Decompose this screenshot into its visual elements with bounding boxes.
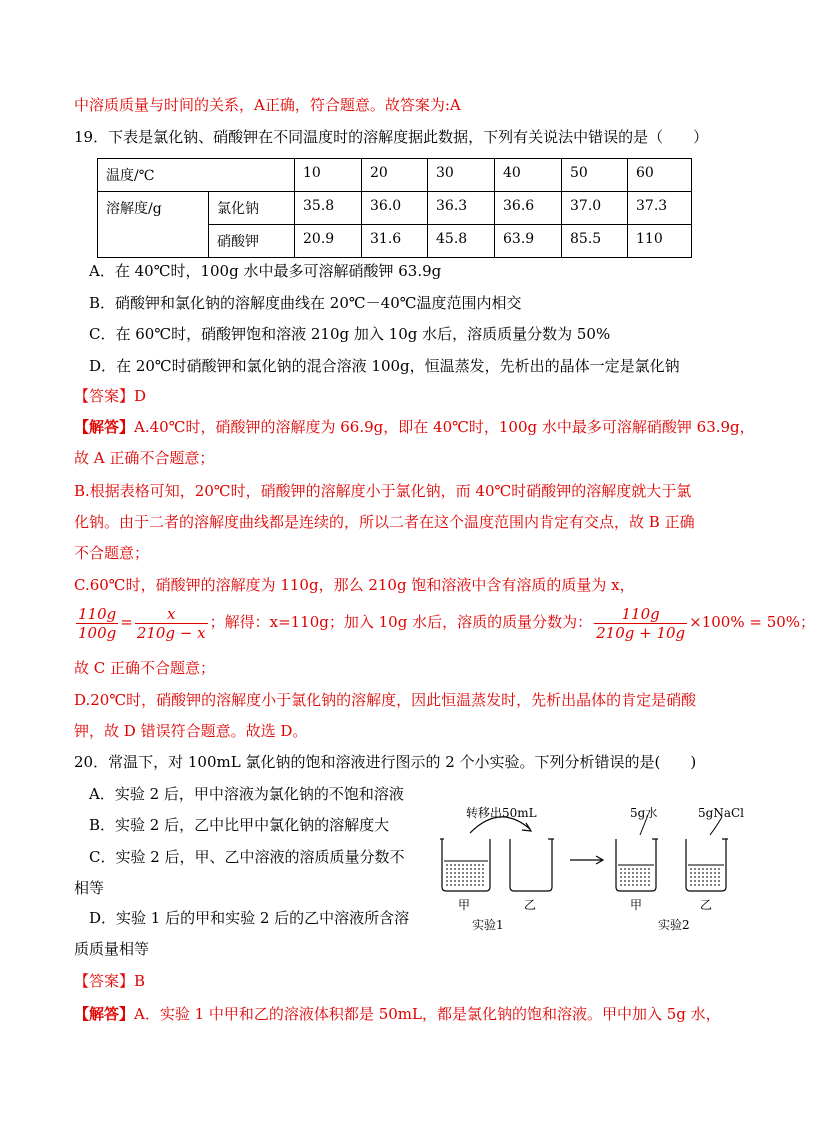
beaker-label-jia: 甲: [458, 898, 471, 912]
equation-line: [74, 603, 815, 642]
table-row-header: [98, 159, 692, 192]
table-cell: 37.0: [562, 192, 628, 225]
table-header-cell: 40: [495, 159, 562, 192]
explanation-line: 不合题意；: [74, 544, 150, 562]
table-row: [98, 192, 692, 225]
fraction-numerator: x: [135, 605, 208, 624]
fraction: [594, 605, 687, 642]
explanation-tag: 【解答】: [74, 1005, 135, 1023]
option-d: D．在 20℃时硝酸钾和氯化钠的混合溶液 100g，恒温蒸发，先析出的晶体一定是氯化钠: [89, 357, 680, 375]
option-c-20: C．实验 2 后，甲、乙中溶液的溶质质量分数不: [89, 848, 405, 866]
equals-sign: =: [120, 613, 133, 631]
prev-answer-line: 中溶质质量与时间的关系，A正确，符合题意。故答案为:A: [74, 96, 461, 114]
option-a-20: A．实验 2 后，甲中溶液为氯化钠的不饱和溶液: [89, 785, 404, 803]
fraction: [76, 605, 118, 642]
option-c: C．在 60℃时，硝酸钾饱和溶液 210g 加入 10g 水后，溶质质量分数为 50%: [89, 325, 611, 343]
table-cell: 45.8: [428, 225, 495, 258]
beaker-jia-2: [616, 839, 658, 891]
water-label: 5g水: [630, 806, 658, 820]
beaker-label-yi: 乙: [524, 898, 537, 912]
table-cell: 110: [628, 225, 692, 258]
table-header-cell: 10: [295, 159, 362, 192]
table-header-cell: 30: [428, 159, 495, 192]
transfer-label: 转移出50mL: [466, 806, 537, 820]
explanation-line: [74, 1003, 724, 1025]
table-cell: 63.9: [495, 225, 562, 258]
option-b-20: B．实验 2 后，乙中比甲中氯化钠的溶解度大: [89, 816, 390, 834]
option-b: B．硝酸钾和氯化钠的溶解度曲线在 20℃－40℃温度范围内相交: [89, 294, 522, 312]
table-cell: 35.8: [295, 192, 362, 225]
beaker-yi-2: [686, 839, 728, 891]
table-header-cell: 温度/℃: [98, 159, 295, 192]
beaker-jia-1: [440, 839, 490, 891]
explanation-line: C.60℃时，硝酸钾的溶解度为 110g，那么 210g 饱和溶液中含有溶质的质量为 x，: [74, 576, 635, 594]
beaker-label-jia-2: 甲: [630, 898, 643, 912]
fraction-denominator: 210g − x: [136, 623, 206, 642]
solubility-table: [97, 158, 692, 258]
table-cell: 36.6: [495, 192, 562, 225]
table-cell: 20.9: [295, 225, 362, 258]
question-19: 19．下表是氯化钠、硝酸钾在不同温度时的溶解度据此数据，下列有关说法中错误的是（ ）: [74, 128, 709, 146]
table-row-label: 溶解度/g: [98, 192, 209, 258]
fraction-denominator: 100g: [78, 623, 117, 642]
process-arrow: [570, 856, 603, 864]
explanation-text: A．实验 1 中甲和乙的溶液体积都是 50mL，都是氯化钠的饱和溶液。甲中加入 5g 水，: [134, 1005, 721, 1023]
explanation-line: B.根据表格可知，20℃时，硝酸钾的溶解度小于氯化钠，而 40℃时硝酸钾的溶解度就大于氯: [74, 482, 692, 500]
beaker-label-yi-2: 乙: [700, 898, 713, 912]
fraction-denominator: 210g + 10g: [596, 623, 686, 642]
nacl-label: 5gNaCl: [698, 806, 744, 820]
question-20: 20．常温下，对 100mL 氯化钠的饱和溶液进行图示的 2 个小实验。下列分析错误的是( ): [74, 753, 697, 771]
table-cell: 31.6: [362, 225, 428, 258]
table-cell: 85.5: [562, 225, 628, 258]
table-header-cell: 60: [628, 159, 692, 192]
answer-20: 【答案】B: [74, 972, 146, 990]
experiment-2-label: 实验2: [658, 918, 690, 932]
explanation-line: 钾，故 D 错误符合题意。故选 D。: [74, 722, 308, 740]
experiment-1-label: 实验1: [472, 918, 504, 932]
table-cell: 37.3: [628, 192, 692, 225]
option-d-20: D．实验 1 后的甲和实验 2 后的乙中溶液所含溶: [89, 909, 410, 927]
fraction: [135, 605, 208, 642]
answer-19: 【答案】D: [74, 387, 147, 405]
explanation-text: A.40℃时，硝酸钾的溶解度为 66.9g，即在 40℃时，100g 水中最多可溶解硝酸钾 63.9g，: [134, 418, 755, 436]
equation-text: ；解得：x=110g；加入 10g 水后，溶质的质量分数为：: [209, 613, 593, 631]
explanation-line: D.20℃时，硝酸钾的溶解度小于氯化钠的溶解度，因此恒温蒸发时，先析出晶体的肯定是硝酸: [74, 691, 697, 709]
beaker-yi-1: [510, 839, 554, 891]
experiment-figure: [430, 803, 760, 933]
table-cell-name: 硝酸钾: [209, 225, 295, 258]
explanation-line: 故 C 正确不合题意；: [74, 659, 216, 677]
table-cell-name: 氯化钠: [209, 192, 295, 225]
fraction-numerator: 110g: [78, 604, 117, 623]
table-header-cell: 50: [562, 159, 628, 192]
table-cell: 36.3: [428, 192, 495, 225]
equation-text: ×100% = 50%；: [689, 613, 815, 631]
option-a: A．在 40℃时，100g 水中最多可溶解硝酸钾 63.9g: [89, 262, 442, 280]
fraction-numerator: 110g: [594, 605, 687, 624]
table-header-cell: 20: [362, 159, 428, 192]
option-d-20-cont: 质质量相等: [74, 940, 150, 958]
explanation-line: 故 A 正确不合题意；: [74, 449, 215, 467]
explanation-line: [74, 416, 755, 438]
option-c-20-cont: 相等: [74, 879, 105, 897]
explanation-tag: 【解答】: [74, 418, 135, 436]
table-cell: 36.0: [362, 192, 428, 225]
explanation-line: 化钠。由于二者的溶解度曲线都是连续的，所以二者在这个温度范围内肯定有交点，故 B 正确: [74, 513, 695, 531]
